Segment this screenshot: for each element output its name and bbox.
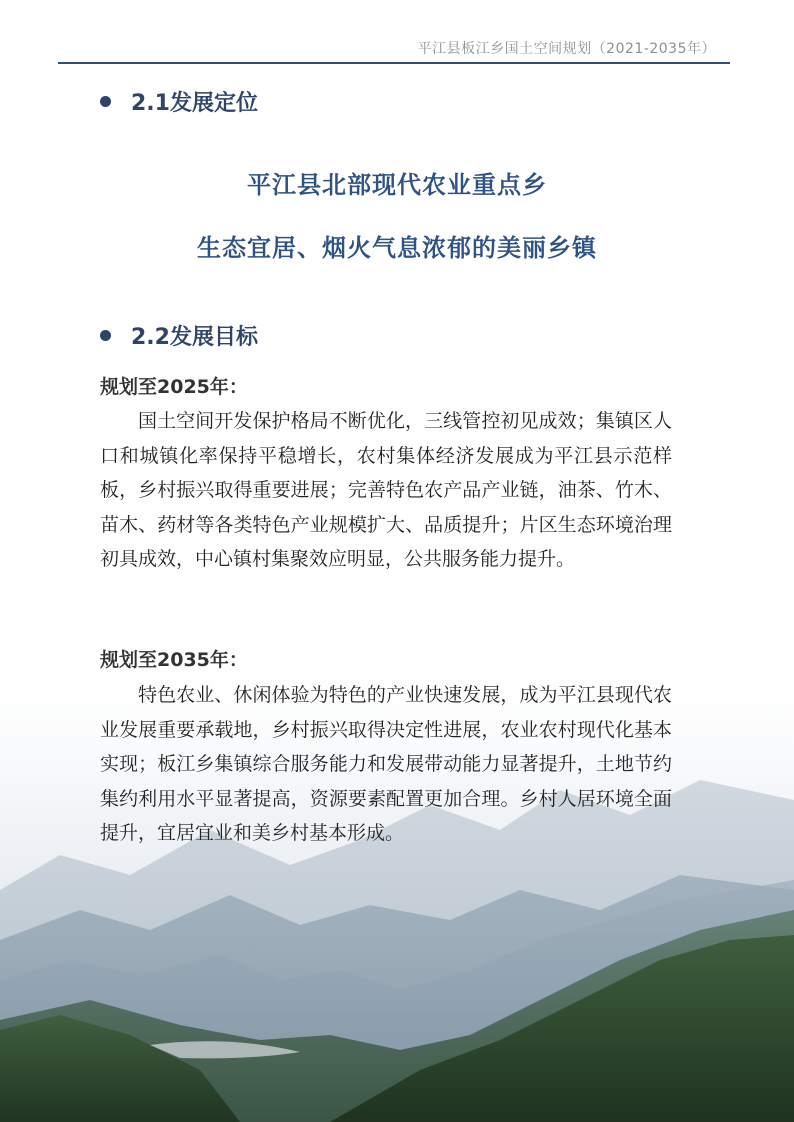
header-divider [58,62,730,64]
section-heading-text: 2.1发展定位 [131,91,258,116]
positioning-tagline-1: 平江县北部现代农业重点乡 [247,171,547,199]
section-heading-positioning [100,86,258,117]
phase-2035-label: 规划至2035年： [100,649,248,671]
phase-2025-label: 规划至2025年： [100,376,248,398]
phase-2025-paragraph: 国土空间开发保护格局不断优化，三线管控初见成效；集镇区人口和城镇化率保持平稳增长，农村集体经济发展成为平江县示范样板，乡村振兴取得重要进展；完善特色农产品产业链，油茶、竹木、苗木、药材等各类特色产业规模扩大、品质提升；片区生态环境治理初具成效，中心镇村集聚效应明显，公共服务能力提升。 [100,410,672,570]
positioning-tagline-2: 生态宜居、烟火气息浓郁的美丽乡镇 [197,234,597,262]
phase-2035-paragraph: 特色农业、休闲体验为特色的产业快速发展，成为平江县现代农业发展重要承载地，乡村振兴取得决定性进展，农业农村现代化基本实现；板江乡集镇综合服务能力和发展带动能力显著提升，土地节约集约利用水平显著提高，资源要素配置更加合理。乡村人居环境全面提升，宜居宜业和美乡村基本形成。 [100,684,672,844]
bullet-icon [100,96,111,107]
running-header-title: 平江县板江乡国土空间规划（2021-2035年） [417,41,716,57]
bullet-icon [100,330,111,341]
section-heading-goals [100,320,258,351]
section-heading-text: 2.2发展目标 [131,325,258,350]
